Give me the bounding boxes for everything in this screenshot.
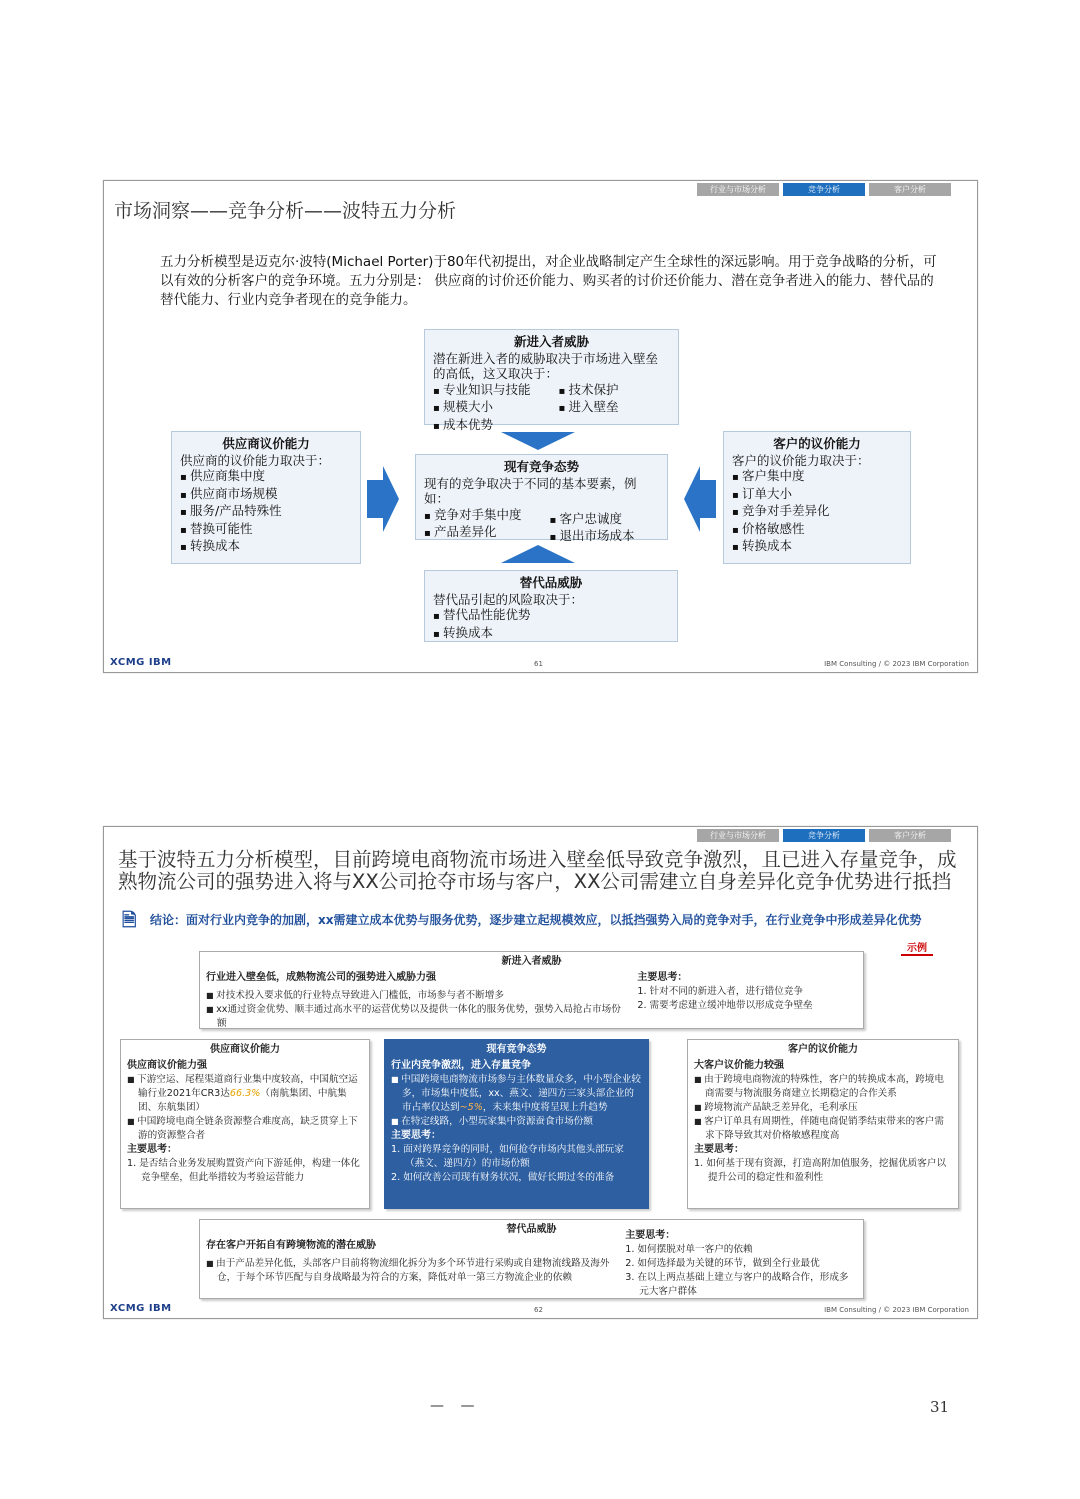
customer-box: [687, 1039, 959, 1209]
xcmg-ibm-logo: XCMG IBM: [110, 657, 172, 668]
new-entrant-box: [199, 951, 864, 1029]
section-tabs: [697, 183, 951, 196]
substitute-title: 替代品威胁: [506, 1224, 557, 1235]
list-item: 2. 如何选择最为关键的环节，做到全行业最优: [625, 1258, 820, 1269]
substitute-box: [199, 1219, 864, 1299]
arrow-right-icon: [367, 466, 399, 532]
think-label: 主要思考：: [127, 1144, 177, 1155]
new-entrant-title: 新进入者威胁: [501, 956, 562, 967]
list-item: ■ 对技术投入要求低的行业特点导致进入门槛低，市场参与者不断增多: [206, 989, 625, 1003]
supplier-desc: 供应商的议价能力取决于：: [180, 452, 331, 468]
current-item1b: ，未来集中度将呈现上升趋势: [482, 1102, 608, 1113]
supplier-sub: 供应商议价能力强: [127, 1060, 207, 1071]
list-item: 3. 在以上两点基础上建立与客户的战略合作，形成多元大客户群体: [625, 1272, 849, 1297]
list-item: ▪ 转换成本: [180, 538, 352, 556]
arrow-left-icon: [684, 466, 716, 532]
list-item: ■ 客户订单具有周期性，伴随电商促销季结束带来的客户需求下降导致其对价格敏感程度高: [694, 1115, 952, 1143]
list-item: ▪ 进入壁垒: [558, 399, 618, 417]
list-item: ▪ 客户集中度: [732, 468, 902, 486]
list-item: ▪ 转换成本: [732, 538, 902, 556]
list-item: [391, 1073, 642, 1115]
slide-title: 市场洞察——竞争分析——波特五力分析: [114, 200, 457, 222]
slide-page-number: 62: [534, 1306, 543, 1314]
list-item: ▪ 供应商市场规模: [180, 486, 352, 504]
list-item: ▪ 供应商集中度: [180, 468, 352, 486]
think-label: 主要思考：: [637, 972, 688, 983]
customer-title: 客户的议价能力: [788, 1044, 858, 1055]
new-entrant-sub: 行业进入壁垒低，成熟物流公司的强势进入威胁力强: [206, 972, 436, 983]
tab-competition[interactable]: 竞争分析: [783, 183, 865, 196]
slide-title: 基于波特五力分析模型，目前跨境电商物流市场进入壁垒低导致竞争激烈，且已进入存量竞争，成熟物流公司的强势进入将与XX公司抢夺市场与客户，XX公司需建立自身差异化竞争优势进行抵挡: [118, 848, 957, 893]
customer-sub: 大客户议价能力较强: [694, 1060, 784, 1071]
cr3-value: 66.3%: [229, 1088, 261, 1099]
current-sub: 行业内竞争激烈，进入存量竞争: [391, 1060, 531, 1071]
page-number: 31: [930, 1398, 950, 1416]
supplier-box: [120, 1039, 370, 1209]
tab-industry-market[interactable]: 行业与市场分析: [697, 829, 779, 842]
current-competition-box: [415, 454, 668, 543]
list-item: 1. 针对不同的新进入者，进行错位竞争: [637, 986, 804, 997]
new-entrant-box: [424, 329, 679, 432]
list-item: ▪ 竞争对手差异化: [732, 503, 902, 521]
list-item: 1. 如何摆脱对单一客户的依赖: [625, 1244, 753, 1255]
xcmg-ibm-logo: XCMG IBM: [110, 1303, 172, 1314]
think-label: 主要思考：: [694, 1144, 744, 1155]
intro-text: 五力分析模型是迈克尔·波特(Michael Porter)于80年代初提出，对企业战略制定产生全球性的深远影响。用于竞争战略的分析，可以有效的分析客户的竞争环境。五力分别是： 供应商的讨价还价能力、购买者的讨价还价能力、潜在竞争者进入的能力、替代品的替代能力、行业内竞争者现在的竞争能力。: [160, 254, 937, 308]
list-item: 1. 面对跨界竞争的同时，如何抢夺市场内其他头部玩家（燕文、递四方）的市场份额: [391, 1144, 624, 1169]
current-competition-box: [384, 1039, 649, 1209]
list-item: ▪ 订单大小: [732, 486, 902, 504]
current-title: 现有竞争态势: [503, 459, 579, 474]
list-item: ▪ 退出市场成本: [549, 528, 634, 546]
list-item: ■ 由于产品差异化低，头部客户目前将物流细化拆分为多个环节进行采购或自建物流线路及海外仓，于每个环节匹配与自身战略最为符合的方案，降低对单一第三方物流企业的依赖: [206, 1257, 615, 1285]
copyright: IBM Consulting / © 2023 IBM Corporation: [824, 660, 969, 668]
tab-industry-market[interactable]: 行业与市场分析: [697, 183, 779, 196]
substitute-title: 替代品威胁: [519, 575, 583, 590]
current-item1a: 中国跨境电商物流市场参与主体数量众多，中小型企业较多，市场集中度低，xx、燕文、递四方三家头部企业的市占率仅达到: [401, 1074, 641, 1113]
new-entrant-desc: 潜在新进入者的威胁取决于市场进入壁垒的高低，这又取决于：: [433, 350, 659, 381]
think-label: 主要思考：: [391, 1130, 441, 1141]
customer-box: [723, 431, 911, 564]
substitute-sub: 存在客户开拓自有跨境物流的潜在威胁: [206, 1240, 376, 1251]
list-item: ■ xx通过资金优势、顺丰通过高水平的运营优势以及提供一体化的服务优势，强势入局抢占市场份额: [206, 1003, 625, 1031]
supplier-item1b: （南航集团、中航集团、东航集团）: [138, 1088, 347, 1113]
slide-61: [103, 180, 978, 673]
example-label: 示例: [901, 939, 933, 956]
slide-62: [103, 826, 978, 1319]
new-entrant-title: 新进入者威胁: [513, 334, 589, 349]
conclusion-text: 结论：面对行业内竞争的加剧，xx需建立成本优势与服务优势，逐步建立起规模效应，以抵挡强势入局的竞争对手，在行业竞争中形成差异化优势: [150, 913, 922, 927]
list-item: ▪ 竞争对手集中度: [424, 507, 521, 525]
section-tabs: [697, 829, 951, 842]
copyright: IBM Consulting / © 2023 IBM Corporation: [824, 1306, 969, 1314]
list-item: ▪ 成本优势: [433, 417, 530, 435]
list-item: ▪ 客户忠诚度: [549, 511, 634, 529]
list-item: ▪ 技术保护: [558, 382, 618, 400]
list-item: 1. 是否结合业务发展购置资产向下游延伸，构建一体化竞争壁垒，但此举措较为考验运营能力: [127, 1158, 360, 1183]
list-item: ▪ 转换成本: [433, 625, 669, 643]
substitute-desc: 替代品引起的风险取决于：: [433, 591, 584, 607]
current-desc: 现有的竞争取决于不同的基本要素，例如：: [424, 475, 637, 506]
page-footer-dashes: — —: [430, 1398, 481, 1414]
list-item: ▪ 替代品性能优势: [433, 607, 669, 625]
list-item: 2. 如何改善公司现有财务状况，做好长期过冬的准备: [391, 1172, 615, 1183]
list-item: 1. 如何基于现有资源，打造高附加值服务，挖掘优质客户以提升公司的稳定性和盈利性: [694, 1158, 947, 1183]
list-item: ▪ 专业知识与技能: [433, 382, 530, 400]
list-item: ■ 跨境物流产品缺乏差异化，毛利承压: [694, 1101, 952, 1115]
conclusion: [122, 910, 962, 931]
supplier-title: 供应商议价能力: [222, 436, 310, 451]
list-item: [127, 1073, 363, 1115]
think-label: 主要思考：: [625, 1230, 676, 1241]
list-item: ▪ 服务/产品特殊性: [180, 503, 352, 521]
document-icon: 🗎: [122, 910, 137, 931]
tab-competition[interactable]: 竞争分析: [783, 829, 865, 842]
current-title: 现有竞争态势: [486, 1044, 547, 1055]
supplier-item1a: 下游空运、尾程渠道商行业集中度较高，中国航空运输行业2021年CR3达: [137, 1074, 358, 1099]
list-item: ■ 中国跨境电商全链条资源整合难度高，缺乏贯穿上下游的资源整合者: [127, 1115, 363, 1143]
customer-desc: 客户的议价能力取决于：: [732, 452, 870, 468]
arrow-down-icon: [501, 432, 575, 450]
list-item: 2. 需要考虑建立缓冲地带以形成竞争壁垒: [637, 1000, 813, 1011]
list-item: ■ 在特定线路，小型玩家集中资源蚕食市场份额: [391, 1115, 642, 1129]
list-item: ▪ 替换可能性: [180, 521, 352, 539]
market-share-value: ~5%: [459, 1102, 483, 1113]
supplier-title: 供应商议价能力: [210, 1044, 280, 1055]
list-item: ▪ 产品差异化: [424, 524, 521, 542]
arrow-up-icon: [501, 545, 575, 563]
tab-customer[interactable]: 客户分析: [869, 183, 951, 196]
list-item: ▪ 价格敏感性: [732, 521, 902, 539]
list-item: ■ 由于跨境电商物流的特殊性，客户的转换成本高，跨境电商需要与物流服务商建立长期稳定的合作关系: [694, 1073, 952, 1101]
supplier-box: [171, 431, 361, 564]
substitute-box: [424, 570, 678, 642]
customer-title: 客户的议价能力: [773, 436, 861, 451]
slide-page-number: 61: [534, 660, 543, 668]
list-item: ▪ 规模大小: [433, 399, 530, 417]
tab-customer[interactable]: 客户分析: [869, 829, 951, 842]
